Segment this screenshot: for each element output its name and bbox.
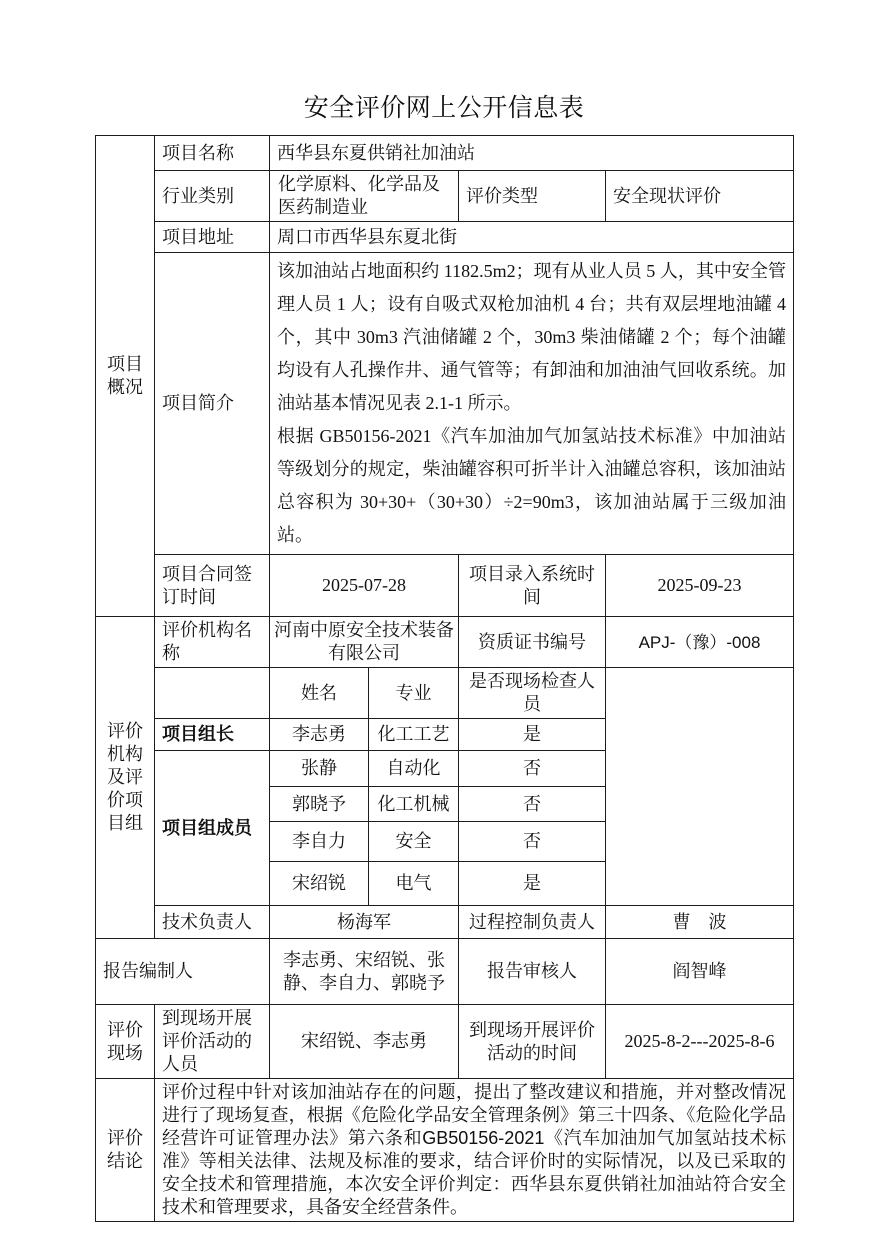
team-header-major: 专业	[369, 668, 459, 719]
intro-paragraph-1: 该加油站占地面积约 1182.5m2；现有从业人员 5 人，其中安全管理人员 1 人；设有自吸式双枪加油机 4 台；共有双层埋地油罐 4 个，其中 30m3 汽油储罐 2 个，30m3 柴油储罐 2 个；每个油罐均设有人孔操作井、通气管等；有卸油和加油油气回收系统。加油站基本情况见表 2.1-1 所示。	[277, 261, 786, 413]
site-time-value: 2025-8-2---2025-8-6	[606, 1005, 794, 1079]
conclusion-text-after: 《汽车加油加气加氢站技术标准》等相关法律、法规及标准的要求，结合评价时的实际情况，以及已采取的安全技术和管理措施，本次安全评价判定：西华县东夏供销社加油站符合安全技术和管理要求，具备安全经营条件。	[162, 1128, 787, 1217]
site-time-label: 到现场开展评价活动的时间	[459, 1005, 606, 1079]
address-value: 周口市西华县东夏北街	[270, 222, 794, 253]
team-member-name: 张静	[270, 751, 369, 787]
org-name-label: 评价机构名称	[155, 617, 270, 668]
team-member-name: 李志勇	[270, 719, 369, 751]
team-member-name: 李自力	[270, 822, 369, 862]
entry-date-label: 项目录入系统时间	[459, 555, 606, 617]
project-name-value: 西华县东夏供销社加油站	[270, 136, 794, 171]
entry-date-value: 2025-09-23	[606, 555, 794, 617]
section-organization: 评价机构及评价项目组	[96, 617, 155, 939]
process-control-value: 曹 波	[606, 906, 794, 939]
section-site: 评价现场	[96, 1005, 155, 1079]
team-member-name: 郭晓予	[270, 787, 369, 822]
team-member-name: 宋绍锐	[270, 862, 369, 906]
intro-label: 项目简介	[155, 253, 270, 555]
conclusion-standard-code: GB50156-2021	[422, 1128, 545, 1148]
eval-type-label: 评价类型	[459, 171, 606, 222]
team-member-major: 化工工艺	[369, 719, 459, 751]
team-header-empty	[155, 668, 270, 719]
contract-date-value: 2025-07-28	[270, 555, 459, 617]
industry-value: 化学原料、化学品及医药制造业	[270, 171, 459, 222]
team-member-major: 自动化	[369, 751, 459, 787]
report-reviewer-value: 阎智峰	[606, 939, 794, 1005]
team-member-onsite: 否	[459, 822, 606, 862]
team-member-major: 安全	[369, 822, 459, 862]
site-personnel-label: 到现场开展评价活动的人员	[155, 1005, 270, 1079]
report-authors-value: 李志勇、宋绍锐、张静、李自力、郭晓予	[270, 939, 459, 1005]
team-header-onsite: 是否现场检查人员	[459, 668, 606, 719]
process-control-label: 过程控制负责人	[459, 906, 606, 939]
conclusion-text-before: 评价过程中针对该加油站存在的问题，提出了整改建议和措施，并对整改情况进行了现场复查，根据《危险化学品安全管理条例》第三十四条、《危险化学品经营许可证管理办法》第六条和	[162, 1082, 786, 1148]
team-leader-label: 项目组长	[155, 719, 270, 751]
report-authors-label: 报告编制人	[96, 939, 270, 1005]
intro-text	[270, 253, 794, 555]
site-personnel-value: 宋绍锐、李志勇	[270, 1005, 459, 1079]
tech-lead-label: 技术负责人	[155, 906, 270, 939]
page-title: 安全评价网上公开信息表	[303, 95, 585, 122]
industry-label: 行业类别	[155, 171, 270, 222]
project-name-label: 项目名称	[155, 136, 270, 171]
team-member-onsite: 否	[459, 787, 606, 822]
team-member-onsite: 是	[459, 719, 606, 751]
team-member-major: 化工机械	[369, 787, 459, 822]
team-members-label: 项目组成员	[155, 751, 270, 906]
cert-number-value: APJ-（豫）-008	[606, 617, 794, 668]
org-name-value: 河南中原安全技术装备有限公司	[270, 617, 459, 668]
team-member-onsite: 是	[459, 862, 606, 906]
tech-lead-value: 杨海军	[270, 906, 459, 939]
report-reviewer-label: 报告审核人	[459, 939, 606, 1005]
address-label: 项目地址	[155, 222, 270, 253]
conclusion-text	[155, 1079, 794, 1222]
contract-date-label: 项目合同签订时间	[155, 555, 270, 617]
eval-type-value: 安全现状评价	[606, 171, 794, 222]
document-page	[95, 0, 793, 1222]
section-conclusion: 评价结论	[96, 1079, 155, 1222]
team-member-onsite: 否	[459, 751, 606, 787]
info-table	[95, 135, 794, 1222]
team-header-name: 姓名	[270, 668, 369, 719]
team-member-major: 电气	[369, 862, 459, 906]
section-project-overview: 项目概况	[96, 136, 155, 617]
cert-number-label: 资质证书编号	[459, 617, 606, 668]
intro-paragraph-2: 根据 GB50156-2021《汽车加油加气加氢站技术标准》中加油站等级划分的规定，柴油罐容积可折半计入油罐总容积，该加油站总容积为 30+30+（30+30）÷2=90m3，该加油站属于三级加油站。	[277, 426, 786, 545]
team-right-empty-cell	[606, 668, 794, 906]
